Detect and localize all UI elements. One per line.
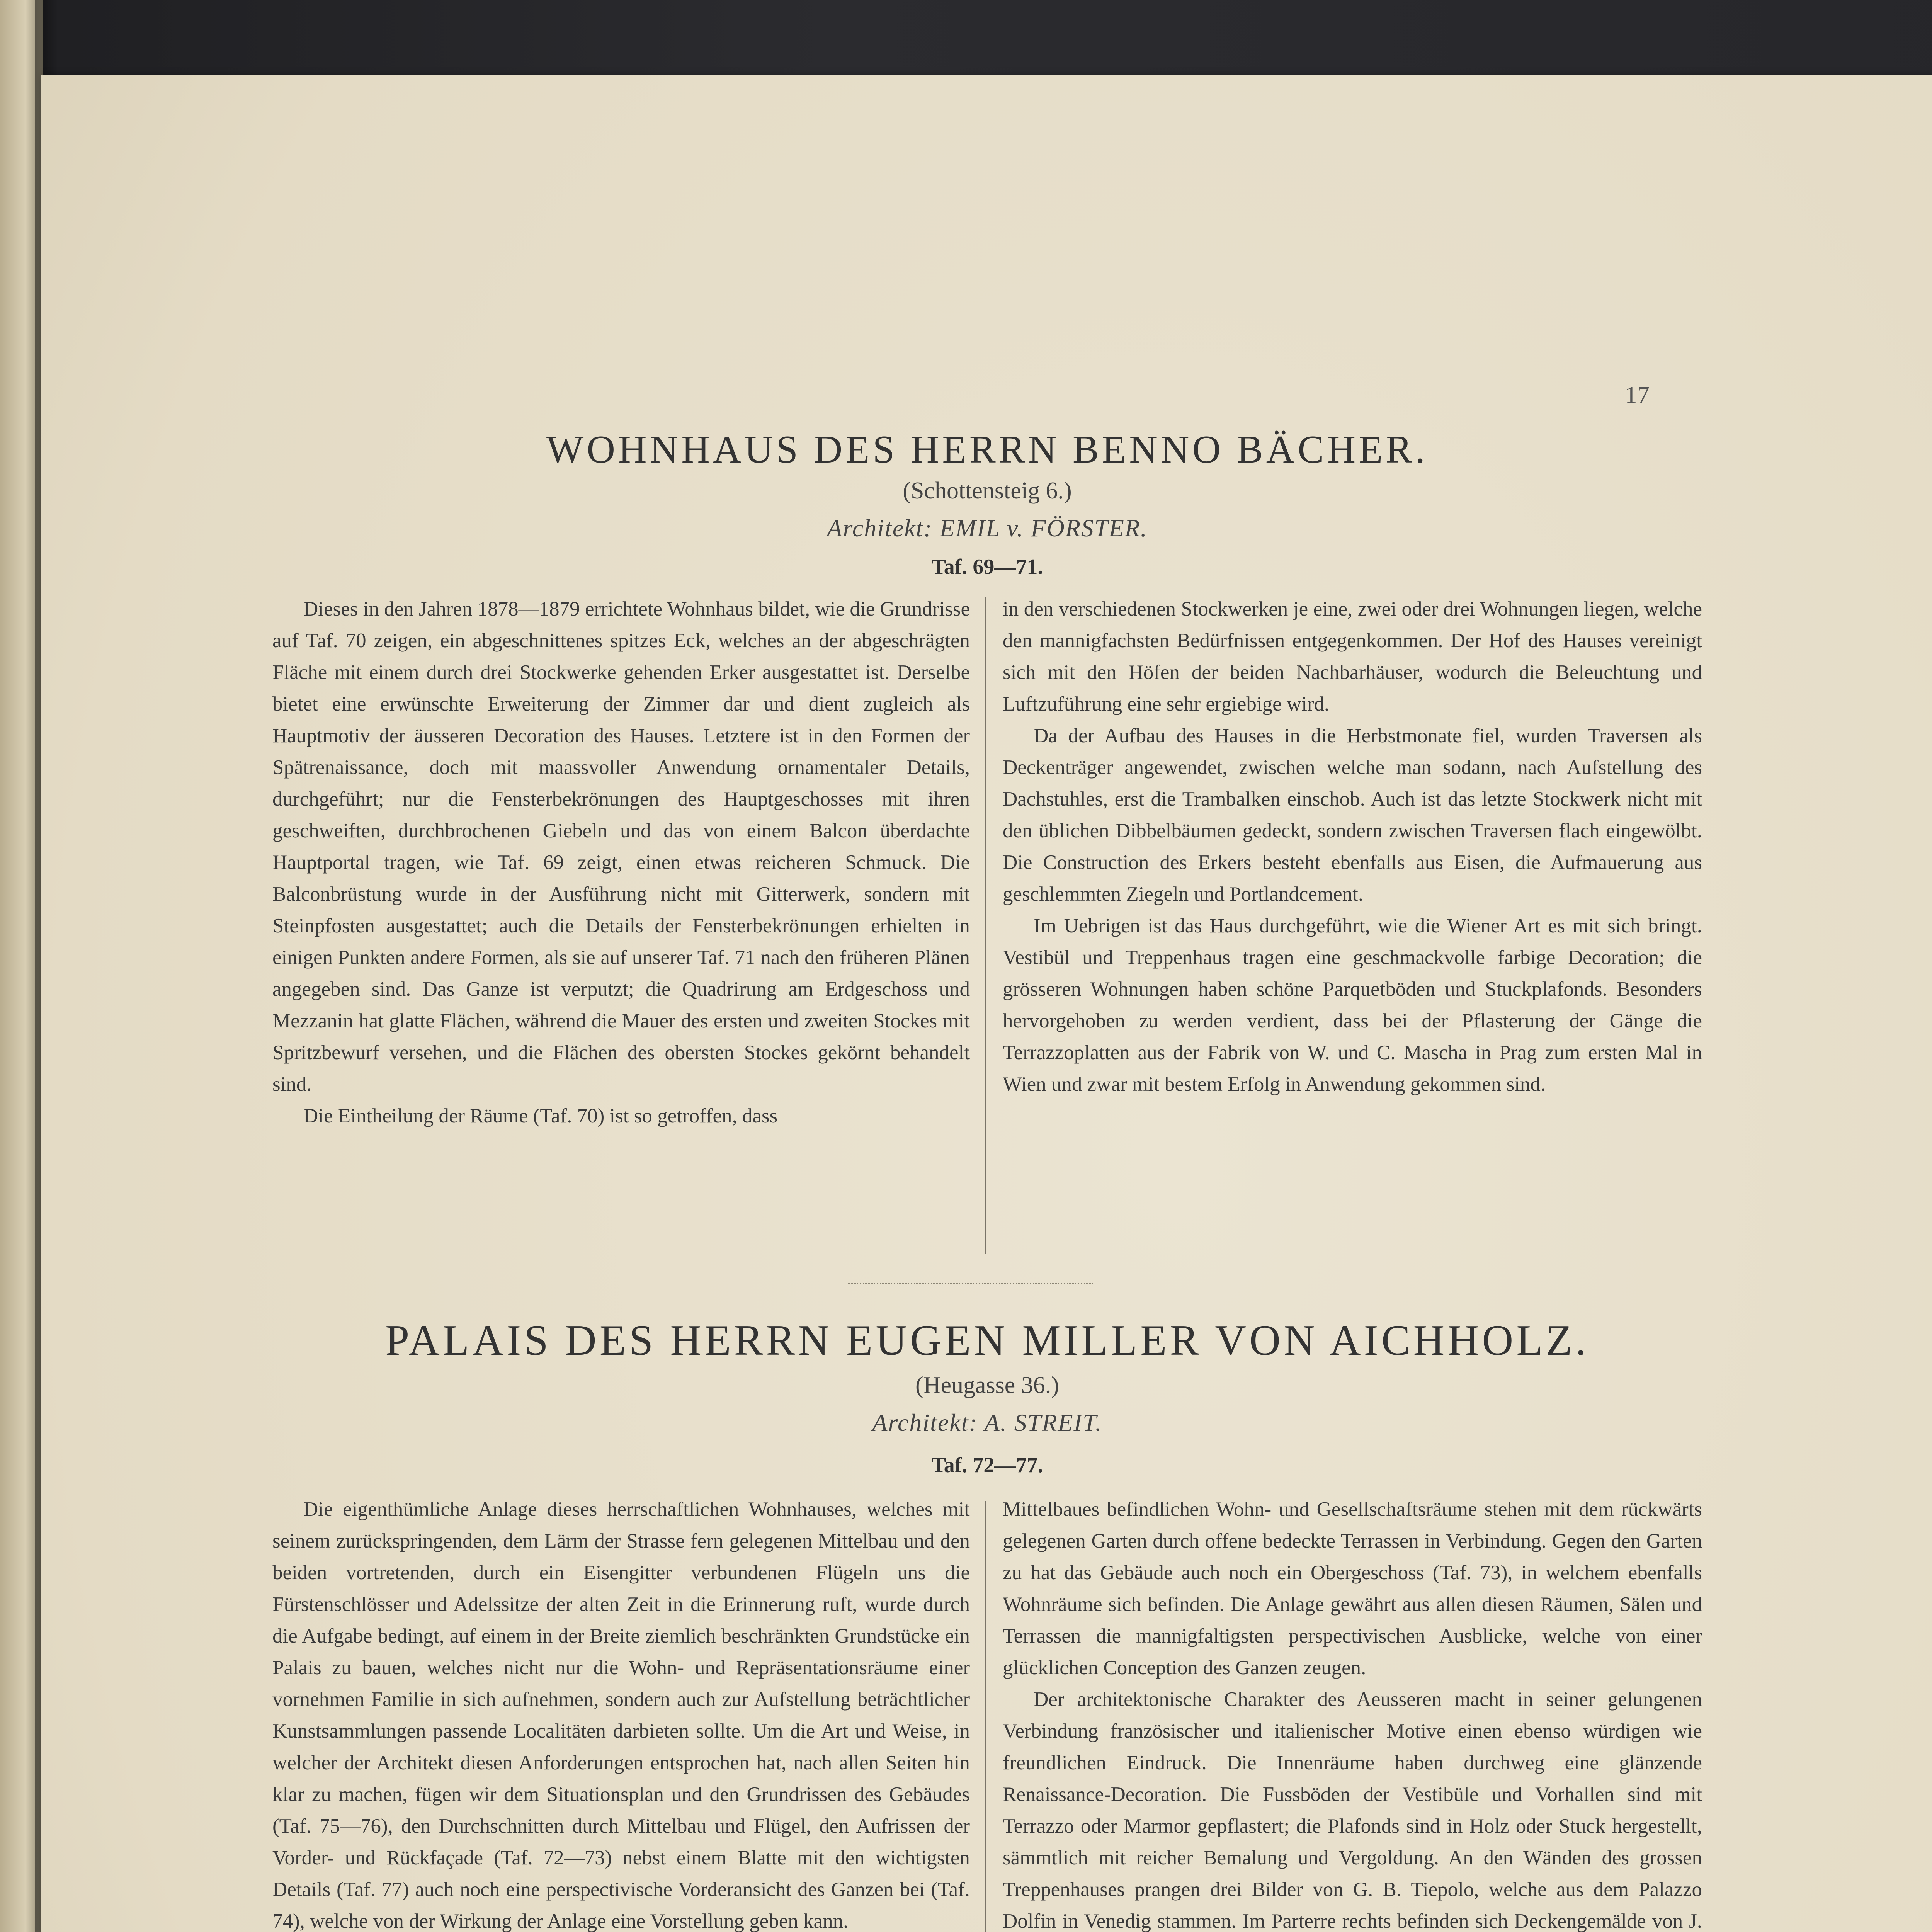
paragraph: Mittelbaues befindlichen Wohn- und Gesellschaftsräume stehen mit dem rückwärts gelegenen Garten durch offene bedeckte Terrassen in Verbindung. Gegen den Garten zu hat das Gebäude auch noch ein Obergeschoss (Taf. 73), in welchem ebenfalls Wohnräume sich befinden. Die Anlage gewährt aus allen diesen Räumen, Sälen und Terrassen die mannigfaltigsten perspectivischen Ausblicke, welche von einer glücklichen Conception des Ganzen zeugen. [1003,1498,1702,1679]
column-divider [985,597,986,1254]
section2-title: PALAIS DES HERRN EUGEN MILLER VON AICHHOLZ. [385,1316,1590,1364]
section2-column-right [1003,1493,1702,1932]
paragraph: Dieses in den Jahren 1878—1879 errichtete Wohnhaus bildet, wie die Grundrisse auf Taf. 70 zeigen, ein abgeschnittenes spitzes Eck, welches an der abgeschrägten Fläche mit einem durch drei Stockwerke gehenden Erker ausgestattet ist. Derselbe bietet eine erwünschte Erweiterung der Zimmer dar und dient zugleich als Hauptmotiv der äusseren Decoration des Hauses. Letztere ist in den Formen der Spätrenaissance, doch mit maassvoller Anwendung ornamentaler Details, durchgeführt; nur die Fensterbekrönungen des Hauptgeschosses mit ihren geschweiften, durchbrochenen Giebeln und das von einem Balcon überdachte Hauptportal tragen, wie Taf. 69 zeigt, einen etwas reicheren Schmuck. Die Balconbrüstung wurde in der Ausführung nicht mit Gitterwerk, sondern mit Steinpfosten ausgestattet; auch die Details der Fensterbekrönungen erhielten in einigen Punkten andere Formen, als sie auf unserer Taf. 71 nach den früheren Plänen angegeben sind. Das Ganze ist verputzt; die Quadrirung am Erdgeschoss und Mezzanin hat glatte Flächen, während die Mauer des ersten und zweiten Stockes mit Spritzbewurf versehen, und die Flächen des obersten Stockes gekörnt behandelt sind. [272,598,970,1095]
section1-title: WOHNHAUS DES HERRN BENNO BÄCHER. [546,428,1428,471]
paragraph: Im Uebrigen ist das Haus durchgeführt, wie die Wiener Art es mit sich bringt. Vestibül und Treppenhaus tragen eine geschmackvolle farbige Decoration; die grösseren Wohnungen haben schöne Parquetböden und Stuckplafonds. Besonders hervorgehoben zu werden verdient, dass bei der Pflasterung der Gänge die Terrazzoplatten aus der Fabrik von W. und C. Mascha in Prag zum ersten Mal in Wien und zwar mit bestem Erfolg in Anwendung gekommen sind. [1003,915,1702,1095]
section1-column-left [272,593,970,1132]
paragraph: Der architektonische Charakter des Aeusseren macht in seiner gelungenen Verbindung französischer und italienischer Motive einen ebenso würdigen wie freundlichen Eindruck. Die Innenräume haben durchweg eine glänzende Renaissance-Decoration. Die Fussböden der Vestibüle und Vorhallen sind mit Terrazzo oder Marmor gepflastert; die Plafonds sind in Holz oder Stuck hergestellt, sämmtlich mit reicher Bemalung und Vergoldung. An den Wänden des grossen Treppenhauses prangen drei Bilder von G. B. Tiepolo, welche aus dem Palazzo Dolfin in Venedig stammen. Im Parterre rechts befinden sich Deckengemälde von J. [1003,1688,1702,1932]
book-page [41,75,1932,1932]
section2-address: (Heugasse 36.) [915,1372,1059,1398]
section1-address: (Schottensteig 6.) [903,478,1072,504]
section1-column-right [1003,593,1702,1100]
paragraph: Die Eintheilung der Räume (Taf. 70) ist so getroffen, dass [303,1105,778,1127]
paragraph: in den verschiedenen Stockwerken je eine, zwei oder drei Wohnungen liegen, welche den mannigfachsten Bedürfnissen entgegenkommen. Der Hof des Hauses vereinigt sich mit den Höfen der beiden Nachbarhäuser, wodurch die Beleuchtung und Luftzuführung eine sehr ergiebige wird. [1003,598,1702,715]
column-divider [985,1501,986,1932]
section2-column-left [272,1493,970,1932]
section-separator [848,1283,1095,1284]
section2-architect: Architekt: A. STREIT. [872,1409,1102,1436]
section1-architect: Architekt: EMIL v. FÖRSTER. [827,514,1148,542]
section1-plates: Taf. 69—71. [931,555,1043,579]
paragraph: Da der Aufbau des Hauses in die Herbstmonate fiel, wurden Traversen als Deckenträger angewendet, zwischen welche man sodann, nach Aufstellung des Dachstuhles, erst die Trambalken einschob. Auch ist das letzte Stockwerk nicht mit den üblichen Dibbelbäumen gedeckt, sondern zwischen Traversen flach eingewölbt. Die Construction des Erkers besteht ebenfalls aus Eisen, die Aufmauerung aus geschlemmten Ziegeln und Portlandcement. [1003,724,1702,905]
paragraph: Die eigenthümliche Anlage dieses herrschaftlichen Wohnhauses, welches mit seinem zurückspringenden, dem Lärm der Strasse fern gelegenen Mittelbau und den beiden vortretenden, durch ein Eisengitter verbundenen Flügeln uns die Fürstenschlösser und Adelssitze der alten Zeit in die Erinnerung ruft, wurde durch die Aufgabe bedingt, auf einem in der Breite ziemlich beschränkten Grundstücke ein Palais zu bauen, welches nicht nur die Wohn- und Repräsentationsräume einer vornehmen Familie in sich aufnehmen, sondern auch zur Aufstellung beträchtlicher Kunstsammlungen passende Localitäten darbieten sollte. Um die Art und Weise, in welcher der Architekt diesen Anforderungen entsprochen hat, nach allen Seiten hin klar zu machen, fügen wir dem Situationsplan und den Grundrissen des Gebäudes (Taf. 75—76), den Durchschnitten durch Mittelbau und Flügel, den Aufrissen der Vorder- und Rückfaçade (Taf. 72—73) nebst einem Blatte mit den wichtigsten Details (Taf. 77) auch noch eine perspectivische Vorderansicht des Ganzen bei (Taf. 74), welche von der Wirkung der Anlage eine Vorstellung geben kann. [272,1498,970,1932]
page-number: 17 [1625,381,1650,408]
section2-plates: Taf. 72—77. [931,1453,1043,1477]
